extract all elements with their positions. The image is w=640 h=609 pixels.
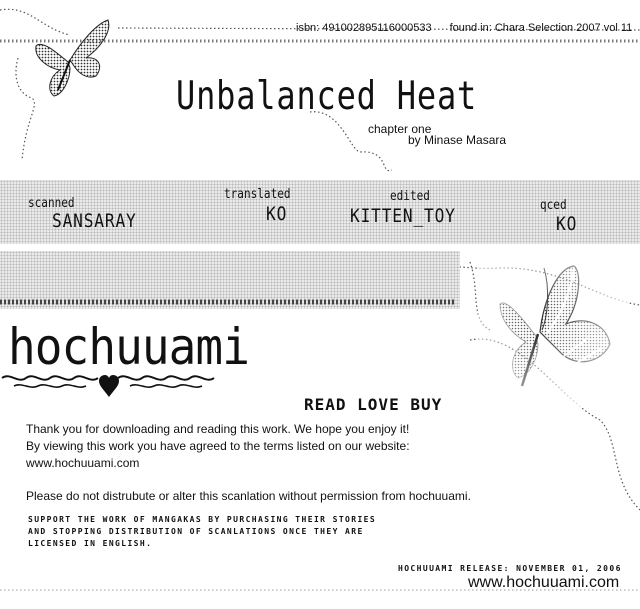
credit-label-edited: edited — [390, 189, 430, 204]
isbn-text: isbn: 491002895116000533 — [296, 22, 432, 34]
author-text: by Minase Masara — [408, 133, 507, 147]
source-info — [296, 22, 632, 34]
credit-value-edited: KITTEN_TOY — [350, 205, 456, 227]
work-title: Unbalanced Heat — [176, 74, 478, 119]
support-line-3: LICENSED IN ENGLISH. — [28, 539, 153, 548]
butterfly-icon — [478, 258, 628, 408]
slogan-text: READ LOVE BUY — [304, 395, 443, 414]
terms-line: By viewing this work you have agreed to the terms listed on our website: — [26, 439, 410, 453]
found-in-text: found in: Chara Selection 2007 vol 11 — [449, 22, 633, 34]
credit-label-scanned: scanned — [28, 196, 75, 211]
credit-value-qced: KO — [556, 213, 578, 235]
credit-label-translated: translated — [224, 187, 291, 202]
credit-value-scanned: SANSARAY — [52, 210, 137, 232]
release-date: HOCHUUAMI RELEASE: NOVEMBER 01, 2006 — [398, 564, 622, 573]
permission-line: Please do not distrubute or alter this scanlation without permission from hochuuami. — [26, 489, 471, 503]
footer-website-link[interactable]: www.hochuuami.com — [468, 574, 620, 591]
butterfly-icon — [26, 14, 116, 104]
support-line-2: AND STOPPING DISTRIBUTION OF SCANLATIONS ONCE THEY ARE — [28, 527, 364, 536]
website-link[interactable]: www.hochuuami.com — [26, 456, 140, 470]
band-edge-dots — [0, 296, 460, 308]
support-line-1: SUPPORT THE WORK OF MANGAKAS BY PURCHASING THEIR STORIES — [28, 515, 377, 524]
credit-value-translated: KO — [266, 203, 288, 225]
credit-label-qced: qced — [540, 198, 567, 213]
group-logo: hochuuami — [8, 318, 249, 376]
thanks-line: Thank you for downloading and reading this work. We hope you enjoy it! — [26, 422, 410, 436]
chapter-text: chapter one — [368, 122, 432, 136]
heart-icon — [98, 374, 120, 398]
